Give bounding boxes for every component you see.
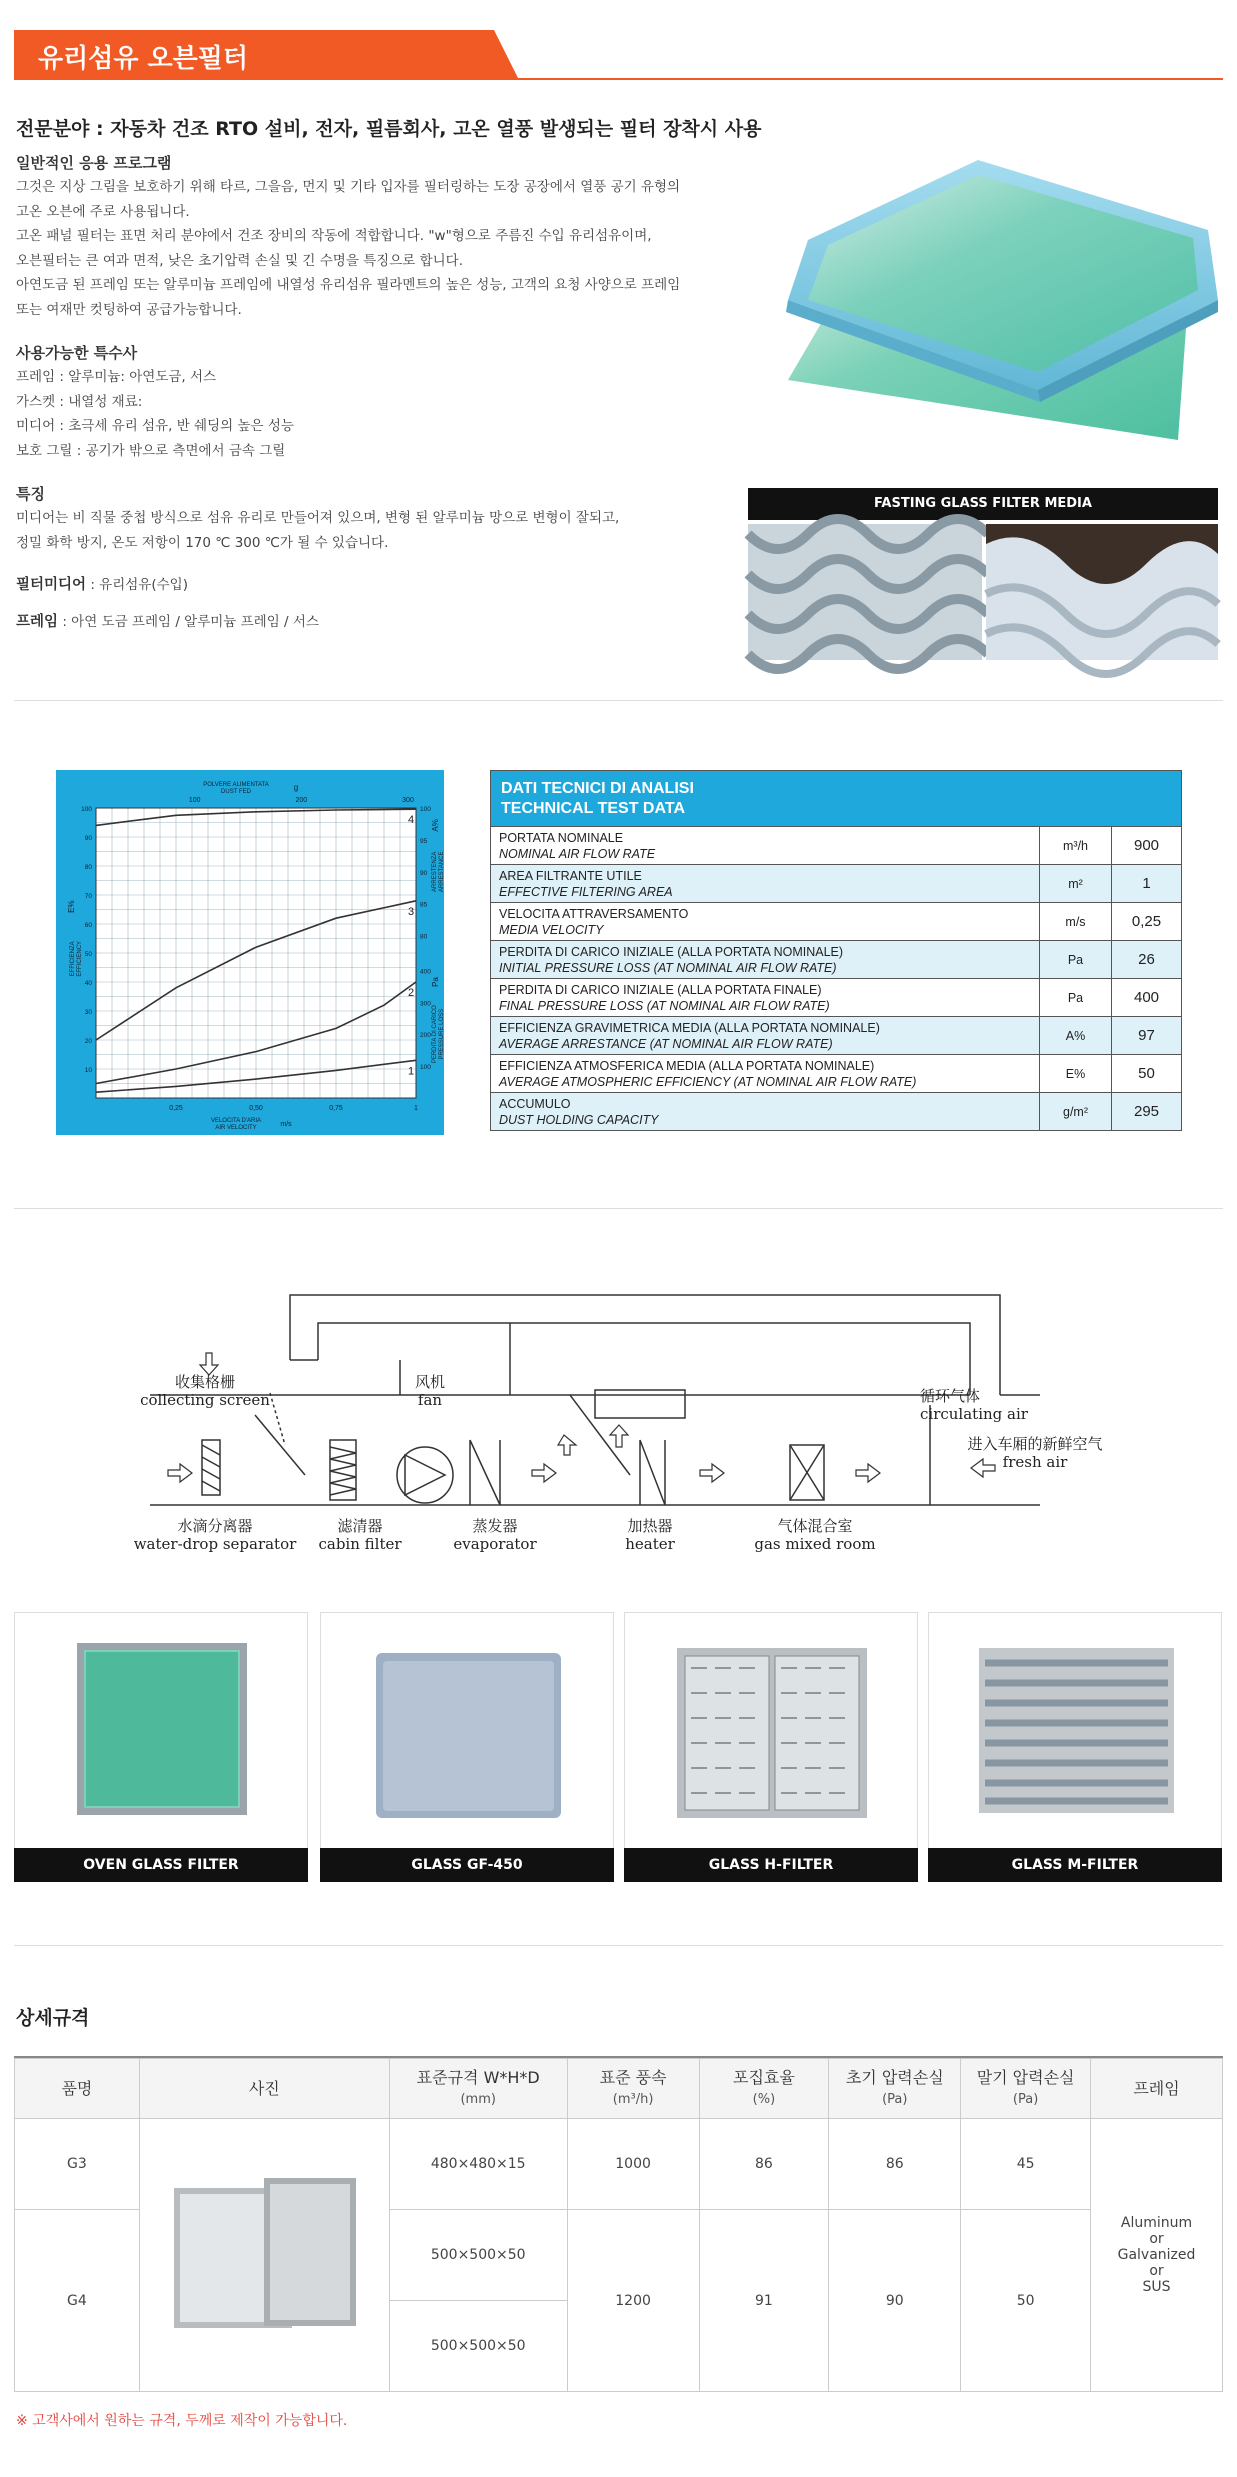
frame-option: or: [1149, 2263, 1164, 2279]
title-bar: [14, 30, 1223, 80]
right-tick-label: 95: [420, 837, 428, 845]
product-caption: GLASS H-FILTER: [624, 1848, 918, 1882]
right-tick-label: 100: [420, 806, 431, 813]
mix-room-label: [750, 1517, 880, 1553]
damper-line: [255, 1415, 305, 1475]
series-label: 4: [408, 814, 415, 827]
evaporator-shape: [470, 1440, 500, 1505]
performance-chart-svg: [56, 770, 444, 1135]
row-unit: A%: [1040, 1017, 1112, 1055]
row-value: 50: [1112, 1055, 1182, 1093]
row-value: 0,25: [1112, 903, 1182, 941]
cell-final: 45: [961, 2119, 1091, 2210]
filter-photo-graphic: [748, 140, 1218, 455]
product-caption: OVEN GLASS FILTER: [14, 1848, 308, 1882]
header-init: [829, 2059, 961, 2119]
spec-filter-photo: [164, 2168, 364, 2338]
right-tick-label: 85: [420, 901, 428, 909]
top-tick-label: 200: [295, 797, 308, 804]
table-row: [491, 827, 1182, 865]
row-label-it: PORTATA NOMINALE: [499, 830, 624, 845]
left-tick-label: 20: [84, 1038, 92, 1045]
feature-heading: 특징: [16, 485, 45, 503]
tech-table-header: [491, 771, 1182, 827]
flow-arrow-icon: [856, 1464, 880, 1482]
row-label-it: PERDITA DI CARICO INIZIALE (ALLA PORTATA NOMINALE): [499, 944, 844, 959]
right-tick-label: 200: [420, 1032, 431, 1040]
top-tick-label: 300: [402, 797, 414, 804]
row-value: 26: [1112, 941, 1182, 979]
header-size-unit: (mm): [460, 2091, 496, 2107]
tech-title-it: DATI TECNICI DI ANALISI: [501, 779, 694, 797]
flow-arrow-icon: [700, 1464, 724, 1482]
right-axis-unit: A%: [431, 819, 440, 832]
right-axis-label: PRESSURE LOSS: [439, 1008, 445, 1060]
left-tick-label: 60: [84, 922, 92, 929]
right-axis-unit: Pa: [431, 977, 440, 987]
cabin-filter-zh: 滤清器: [337, 1517, 383, 1535]
row-label-en: AVERAGE ATMOSPHERIC EFFICIENCY (AT NOMINAL AIR FLOW RATE): [499, 1074, 917, 1089]
row-unit: Pa: [1040, 941, 1112, 979]
spec-title: 상세규격: [16, 2007, 90, 2029]
top-axis-label: DUST FED: [221, 789, 251, 795]
frame-option: Galvanized: [1117, 2247, 1196, 2263]
media-photo-left: [748, 524, 982, 660]
product-card: [928, 1612, 1222, 1856]
frame-option: Aluminum: [1120, 2215, 1193, 2231]
header-init-unit: (Pa): [882, 2091, 908, 2107]
down-arrow-icon: [200, 1353, 218, 1375]
evaporator-en: evaporator: [453, 1535, 537, 1553]
row-label-it: EFFICIENZA ATMOSFERICA MEDIA (ALLA PORTATA NOMINALE): [499, 1058, 875, 1073]
general-line: 고온 패널 필터는 표면 처리 분야에서 건조 장비의 작동에 적합합니다. "w"형으로 주름진 수입 유리섬유이며,: [16, 228, 652, 244]
header-size: [389, 2059, 567, 2119]
row-label-it: EFFICIENZA GRAVIMETRICA MEDIA (ALLA PORTATA NOMINALE): [499, 1020, 880, 1035]
left-tick-label: 50: [84, 951, 92, 958]
table-row: [491, 941, 1182, 979]
general-line: 또는 여재만 컷팅하여 공급가능합니다.: [16, 301, 242, 318]
special-line: 프레임 : 알루미늄: 아연도금, 서스: [16, 369, 217, 385]
cell-name: G3: [15, 2119, 140, 2210]
header-name: 품명: [15, 2059, 140, 2119]
x-tick-label: 0,75: [329, 1105, 343, 1112]
series-label: 2: [408, 987, 415, 999]
heater-label: [610, 1517, 690, 1553]
table-row: [491, 903, 1182, 941]
left-tick-label: 90: [84, 835, 92, 842]
circulating-air-zh: 循环气体: [920, 1387, 981, 1405]
left-tick-label: 100: [81, 806, 92, 813]
heater-box: [595, 1390, 685, 1418]
media-caption: FASTING GLASS FILTER MEDIA: [748, 488, 1218, 520]
fresh-air-zh: 进入车厢的新鲜空气: [967, 1435, 1103, 1453]
left-axis-label: EFFICIENZA: [70, 941, 76, 977]
fan-zh: 风机: [414, 1373, 445, 1391]
cell-name: G4: [15, 2210, 140, 2392]
title-underline: [14, 78, 1223, 80]
row-value: 97: [1112, 1017, 1182, 1055]
left-axis-unit: E%: [67, 900, 76, 913]
right-tick-label: 300: [420, 1000, 431, 1008]
right-tick-label: 400: [420, 968, 431, 976]
row-label-en: EFFECTIVE FILTERING AREA: [499, 884, 673, 899]
technical-data-table: [490, 770, 1182, 1131]
tech-title-en: TECHNICAL TEST DATA: [501, 799, 685, 817]
top-axis-label: POLVERE ALIMENTATA: [203, 782, 269, 788]
section-divider: [14, 700, 1223, 701]
product-card: [624, 1612, 918, 1856]
header-init-text: 초기 압력손실: [845, 2067, 944, 2087]
right-tick-label: 80: [420, 933, 428, 941]
flow-arrow-icon: [168, 1464, 192, 1482]
row-label-en: FINAL PRESSURE LOSS (AT NOMINAL AIR FLOW RATE): [499, 998, 830, 1013]
x-tick-label: 0,50: [249, 1105, 263, 1112]
row-label-it: VELOCITA ATTRAVERSAMENTO: [499, 906, 689, 921]
general-line: 오븐필터는 큰 여과 면적, 낮은 초기압력 손실 및 긴 수명을 특징으로 합니다.: [16, 252, 464, 269]
table-row: [15, 2119, 1223, 2210]
product-caption: GLASS GF-450: [320, 1848, 614, 1882]
separator-en: water-drop separator: [133, 1535, 297, 1553]
mix-chamber-cross: [790, 1445, 824, 1500]
special-line: 보호 그릴 : 공기가 밖으로 측면에서 금속 그릴: [16, 442, 286, 459]
right-tick-label: 90: [420, 869, 428, 877]
frame-option: or: [1149, 2231, 1164, 2247]
heater-zh: 加热器: [627, 1517, 673, 1535]
custom-order-note: ※ 고객사에서 원하는 규격, 두께로 제작이 가능합니다.: [16, 2413, 348, 2429]
table-row: [491, 1055, 1182, 1093]
cell-eff: 91: [699, 2210, 829, 2392]
frame-value: : 아연 도금 프레임 / 알루미늄 프레임 / 서스: [58, 613, 319, 630]
flow-arrow-icon: [532, 1464, 556, 1482]
row-unit: m³/h: [1040, 827, 1112, 865]
feature-line: 정밀 화학 방지, 온도 저항이 170 ℃ 300 ℃가 될 수 있습니다.: [16, 534, 389, 551]
row-unit: E%: [1040, 1055, 1112, 1093]
up-arrow-icon: [610, 1425, 628, 1447]
cell-final: 50: [961, 2210, 1091, 2392]
cell-flow: 1200: [567, 2210, 699, 2392]
general-line: 그것은 지상 그림을 보호하기 위해 타르, 그을음, 먼지 및 기타 입자를 필터링하는 도장 공장에서 열풍 공기 유형의: [16, 179, 681, 195]
right-tick-label: 100: [420, 1064, 431, 1072]
media-photo-right: [986, 524, 1218, 660]
header-final-text: 말기 압력손실: [976, 2067, 1075, 2087]
mix-room-en: gas mixed room: [754, 1535, 876, 1553]
header-frame: 프레임: [1091, 2059, 1223, 2119]
special-line: 미디어 : 초극세 유리 섬유, 반 쉐딩의 높은 성능: [16, 418, 294, 434]
glass-h-filter-image: [625, 1613, 917, 1845]
fan-blade: [405, 1455, 445, 1495]
feature-line: 미디어는 비 직물 중첩 방식으로 섬유 유리로 만들어져 있으며, 변형 된 알루미늄 망으로 변형이 잘되고,: [16, 510, 620, 526]
cabin-filter-zigzag: [330, 1447, 356, 1495]
row-value: 900: [1112, 827, 1182, 865]
special-line: 가스켓 : 내열성 재료:: [16, 393, 143, 410]
filter-photo: [748, 140, 1218, 455]
right-axis-label: ARRESTANCE: [439, 851, 445, 893]
header-eff: [699, 2059, 829, 2119]
row-label-en: AVERAGE ARRESTANCE (AT NOMINAL AIR FLOW RATE): [499, 1036, 833, 1051]
header-eff-unit: (%): [752, 2091, 776, 2107]
frame-option: SUS: [1142, 2279, 1171, 2295]
cell-frame: [1091, 2119, 1223, 2392]
row-label-it: PERDITA DI CARICO INIZIALE (ALLA PORTATA FINALE): [499, 982, 822, 997]
heater-en: heater: [625, 1535, 675, 1553]
row-unit: Pa: [1040, 979, 1112, 1017]
process-diagram: [133, 1275, 1140, 1575]
x-axis-label: AIR VELOCITY: [215, 1125, 257, 1131]
performance-chart: [56, 770, 444, 1135]
x-axis-unit: m/s: [280, 1121, 292, 1128]
cell-size: 480×480×15: [389, 2119, 567, 2210]
left-tick-label: 40: [84, 980, 92, 987]
separator-zh: 水滴分离器: [177, 1517, 253, 1535]
row-label-it: AREA FILTRANTE UTILE: [499, 868, 642, 883]
row-unit: m/s: [1040, 903, 1112, 941]
header-size-text: 표준규격 W*H*D: [416, 2067, 540, 2087]
circulating-air-en: circulating air: [920, 1405, 1028, 1423]
up-arrow-icon: [558, 1435, 576, 1455]
row-label-en: NOMINAL AIR FLOW RATE: [499, 846, 656, 861]
media-line: [16, 573, 736, 598]
mesh-media-graphic: [986, 524, 1218, 660]
special-heading: 사용가능한 특수사: [16, 344, 138, 362]
evaporator-zh: 蒸发器: [472, 1517, 518, 1535]
cell-init: 86: [829, 2119, 961, 2210]
top-tick-label: 100: [188, 797, 201, 804]
application-field: 전문분야 : 자동차 건조 RTO 설비, 전자, 필름회사, 고온 열풍 발생되는 필터 장착시 사용: [16, 118, 762, 140]
header-flow-text: 표준 풍속: [599, 2067, 667, 2087]
right-axis-label: PERDITA DI CARICO: [432, 1005, 438, 1064]
mix-room-zh: 气体混合室: [777, 1517, 853, 1535]
left-tick-label: 70: [84, 893, 92, 900]
fan-label: [390, 1373, 470, 1409]
table-row: [491, 979, 1182, 1017]
row-unit: m²: [1040, 865, 1112, 903]
separator-label: [120, 1517, 310, 1553]
row-label-it: ACCUMULO: [499, 1096, 571, 1111]
table-row: [491, 1093, 1182, 1131]
product-caption: GLASS M-FILTER: [928, 1848, 1222, 1882]
cell-photo: [139, 2119, 389, 2392]
header-flow: [567, 2059, 699, 2119]
x-tick-label: 0,25: [169, 1105, 183, 1112]
fresh-air-label: [940, 1435, 1130, 1471]
header-final: [961, 2059, 1091, 2119]
left-tick-label: 10: [84, 1067, 92, 1074]
header-flow-unit: (m³/h): [612, 2091, 654, 2107]
cell-flow: 1000: [567, 2119, 699, 2210]
right-axis-label: ARRESTENZA: [432, 851, 438, 892]
glass-gf450-image: [321, 1613, 613, 1845]
fan-en: fan: [417, 1391, 443, 1409]
media-value: : 유리섬유(수입): [86, 577, 188, 593]
spec-header-row: [15, 2059, 1223, 2119]
left-tick-label: 80: [84, 864, 92, 871]
frame-label: 프레임: [16, 613, 59, 630]
media-label: 필터미디어: [16, 577, 87, 593]
row-value: 400: [1112, 979, 1182, 1017]
page-title: 유리섬유 오븐필터: [38, 44, 248, 74]
header-eff-text: 포집효율: [733, 2067, 795, 2087]
collecting-screen-label: [120, 1373, 290, 1409]
cell-init: 90: [829, 2210, 961, 2392]
cell-eff: 86: [699, 2119, 829, 2210]
row-unit: g/m²: [1040, 1093, 1112, 1131]
row-label-en: INITIAL PRESSURE LOSS (AT NOMINAL AIR FLOW RATE): [499, 960, 837, 975]
header-photo: 사진: [139, 2059, 389, 2119]
collecting-screen-zh: 收集格栅: [174, 1373, 235, 1391]
general-line: 고온 오븐에 주로 사용됩니다.: [16, 203, 190, 220]
series-label: 1: [408, 1065, 415, 1078]
circulating-air-label: [920, 1387, 1090, 1423]
heater-shape: [640, 1440, 665, 1505]
general-heading: 일반적인 응용 프로그램: [16, 154, 172, 172]
cabin-filter-label: [310, 1517, 410, 1553]
oven-glass-filter-image: [15, 1613, 307, 1845]
row-value: 295: [1112, 1093, 1182, 1131]
series-label: 3: [408, 905, 415, 918]
corrugated-media-graphic: [748, 524, 982, 660]
spec-table: [14, 2058, 1223, 2392]
cabin-filter-en: cabin filter: [318, 1535, 402, 1553]
table-row: [491, 865, 1182, 903]
x-axis-label: VELOCITA D'ARIA: [210, 1118, 262, 1124]
table-row: [491, 1017, 1182, 1055]
chart-grid: [96, 808, 416, 1098]
cell-size: 500×500×50: [389, 2210, 567, 2301]
general-text: [16, 175, 736, 322]
top-axis-unit: g: [293, 783, 299, 792]
frame-line: [16, 610, 736, 635]
general-line: 아연도금 된 프레임 또는 알루미늄 프레임에 내열성 유리섬유 필라멘트의 높은 성능, 고객의 요청 사양으로 프레임: [16, 277, 681, 293]
left-axis-label: EFFICIENCY: [77, 940, 83, 977]
cell-size: 500×500×50: [389, 2301, 567, 2392]
product-card: [320, 1612, 614, 1856]
feature-text: [16, 506, 736, 555]
left-tick-label: 30: [84, 1009, 92, 1016]
row-label-en: MEDIA VELOCITY: [499, 922, 604, 937]
glass-m-filter-image: [929, 1613, 1221, 1845]
product-card: [14, 1612, 308, 1856]
evaporator-label: [445, 1517, 545, 1553]
fresh-air-en: fresh air: [1002, 1453, 1068, 1471]
x-tick-label: 1: [414, 1105, 418, 1112]
special-text: [16, 365, 736, 463]
header-final-unit: (Pa): [1012, 2091, 1039, 2107]
description-block: [16, 152, 736, 634]
section-divider: [14, 1208, 1223, 1209]
section-divider: [14, 1945, 1223, 1946]
row-label-en: DUST HOLDING CAPACITY: [499, 1112, 659, 1127]
collecting-screen-en: collecting screen: [140, 1391, 270, 1409]
collecting-screen-hatch: [202, 1445, 220, 1491]
row-value: 1: [1112, 865, 1182, 903]
